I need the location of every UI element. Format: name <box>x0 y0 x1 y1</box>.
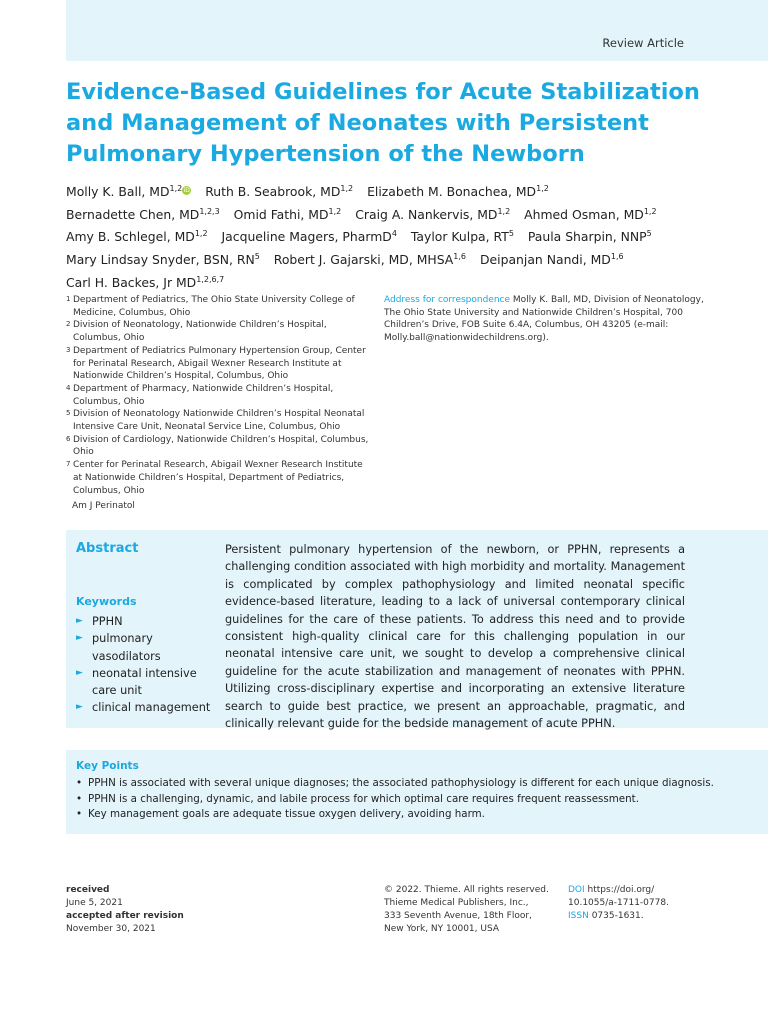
author-name <box>274 252 466 267</box>
author-name-text: Bernadette Chen, MD <box>66 206 200 222</box>
author-name <box>411 229 514 244</box>
article-type: Review Article <box>602 36 684 50</box>
author-name <box>66 275 224 290</box>
key-point-item <box>76 807 756 823</box>
author-name <box>222 229 397 244</box>
copyright-line: © 2022. Thieme. All rights reserved. <box>384 885 549 895</box>
affiliation-number: 1 <box>66 295 71 303</box>
correspondence <box>384 294 704 345</box>
author-name-text: Carl H. Backes, Jr MD <box>66 274 197 290</box>
doi-link[interactable]: https://doi.org/ 10.1055/a-1711-0778. <box>568 885 669 908</box>
key-point-text: PPHN is associated with several unique diagnoses; the associated pathophysiology is different for each unique diagnosis. <box>88 777 714 789</box>
keyword-item <box>76 665 216 700</box>
author-affiliation-marker: 1,2 <box>643 206 657 216</box>
accepted-date: November 30, 2021 <box>66 924 156 934</box>
affiliation-item <box>66 459 371 497</box>
author-name <box>66 252 260 267</box>
accepted-label: accepted after revision <box>66 911 184 921</box>
author-name <box>524 207 656 222</box>
key-points-heading: Key Points <box>76 760 139 772</box>
affiliation-item <box>66 294 371 319</box>
author-name-text: Taylor Kulpa, RT <box>410 229 509 245</box>
author-name-text: Ruth B. Seabrook, MD <box>205 184 341 200</box>
affiliation-number: 5 <box>66 409 71 418</box>
abstract-text: Persistent pulmonary hypertension of the newborn, or PPHN, represents a challenging condition associated with high morbidity and mortality. Management is complicated by complex pathophysiology and limited neonatal specific evidence-based literature, leading to a lack of universal contemporary clinical guidelines for the care of these patients. To address this need and to provide consistent high-quality clinical care for this challenging population in our neonatal intensive care unit, we sought to develop a comprehensive clinical guideline for the acute stabilization and management of neonates with PPHN. Utilizing cross-disciplinary expertise and incorporating an extensive literature search to guide best practice, we present an approachable, pragmatic, and clinically relevant guide for the bedside management of acute PPHN. <box>225 543 685 731</box>
key-point-text: PPHN is a challenging, dynamic, and labile process for which optimal care requires frequent reassessment. <box>88 792 639 805</box>
affiliation-text: Department of Pharmacy, Nationwide Children’s Hospital, Columbus, Ohio <box>73 383 334 407</box>
keyword-text: PPHN <box>92 615 123 628</box>
affiliations <box>66 294 371 497</box>
arrow-bullet-icon: ► <box>76 667 83 678</box>
author-name-text: Robert J. Gajarski, MD, MHSA <box>273 252 454 267</box>
doi-info <box>568 884 688 923</box>
author-affiliation-marker: 1,2 <box>194 229 208 239</box>
affiliation-number: 7 <box>66 460 71 469</box>
affiliation-text: Division of Cardiology, Nationwide Children’s Hospital, Columbus, Ohio <box>73 434 369 458</box>
keyword-item <box>76 630 216 665</box>
author-name-text: Omid Fathi, MD <box>233 206 329 222</box>
keyword-text: neonatal intensive care unit <box>92 666 197 698</box>
affiliation-item <box>66 408 371 433</box>
key-points-list <box>76 776 756 823</box>
affiliation-number: 4 <box>66 383 71 392</box>
key-point-item <box>76 792 756 808</box>
author-affiliation-marker: 1,2,6,7 <box>196 274 225 284</box>
author-name <box>205 184 353 199</box>
key-point-text: Key management goals are adequate tissue oxygen delivery, avoiding harm. <box>88 808 485 820</box>
keyword-item <box>76 613 216 630</box>
abstract-panel <box>66 530 768 731</box>
author-affiliation-marker: 1,2 <box>536 184 549 193</box>
author-name <box>66 184 191 199</box>
arrow-bullet-icon: ► <box>76 616 83 626</box>
author-name <box>234 207 342 222</box>
bullet-icon: • <box>76 808 83 820</box>
author-affiliation-marker: 1,2,3 <box>199 206 220 216</box>
affiliation-text: Department of Pediatrics Pulmonary Hypertension Group, Center for Perinatal Research, Abigail Wexner Research Institute at Nationwide Children’s Hospital, Columbus, Ohio <box>73 345 366 382</box>
author-name-text: Amy B. Schlegel, MD <box>66 229 195 245</box>
keywords-list <box>76 613 216 717</box>
keywords-heading: Keywords <box>76 595 137 608</box>
author-name-text: Mary Lindsay Snyder, BSN, RN <box>66 252 255 267</box>
author-name-text: Craig A. Nankervis, MD <box>355 206 498 222</box>
abstract-heading: Abstract <box>76 541 139 556</box>
affiliation-item <box>66 434 371 459</box>
article-dates <box>66 884 184 936</box>
correspondence-text: Molly K. Ball, MD, Division of Neonatology, The Ohio State University and Nationwide Children’s Hospital, 700 Children’s Drive, FOB Suite 6.4A, Columbus, OH 43205 (e-mail: Molly.ball@nationwidechildrens.org). <box>384 295 704 344</box>
doi-label: DOI <box>568 885 585 895</box>
affiliation-number: 6 <box>66 434 71 443</box>
author-name-text: Deipanjan Nandi, MD <box>479 252 611 267</box>
correspondence-label: Address for correspondence <box>384 295 511 305</box>
author-name <box>66 207 220 222</box>
affiliation-text: Department of Pediatrics, The Ohio State University College of Medicine, Columbus, Ohio <box>73 295 355 318</box>
author-name-text: Molly K. Ball, MD <box>66 184 170 200</box>
author-name <box>528 229 652 244</box>
author-name-text: Paula Sharpin, NNP <box>527 229 647 245</box>
author-affiliation-marker: 5 <box>646 229 652 239</box>
received-label: received <box>66 885 110 895</box>
arrow-bullet-icon: ► <box>76 633 83 644</box>
keyword-text: clinical management <box>92 701 211 715</box>
author-name <box>66 229 208 244</box>
author-name-text: Jacqueline Magers, PharmD <box>221 229 392 245</box>
key-points-panel <box>66 750 768 834</box>
author-affiliation-marker: 5 <box>254 251 260 261</box>
arrow-bullet-icon: ► <box>76 702 83 713</box>
publisher-line: Thieme Medical Publishers, Inc., <box>384 898 529 908</box>
affiliation-number: 2 <box>66 320 71 329</box>
received-date: June 5, 2021 <box>66 898 123 908</box>
affiliation-item <box>66 383 371 408</box>
author-name <box>367 184 549 199</box>
author-list <box>66 179 726 292</box>
author-name-text: Elizabeth M. Bonachea, MD <box>367 184 537 200</box>
author-affiliation-marker: 1,2 <box>328 206 342 216</box>
header-band <box>66 0 768 61</box>
author-affiliation-marker: 1,2 <box>340 184 354 193</box>
address-line-1: 333 Seventh Avenue, 18th Floor, <box>384 911 532 921</box>
orcid-icon[interactable]: iD <box>183 187 190 195</box>
journal-name: Am J Perinatol <box>72 501 135 511</box>
keyword-text: pulmonary vasodilators <box>92 632 161 663</box>
author-name-text: Ahmed Osman, MD <box>524 206 644 222</box>
author-affiliation-marker: 4 <box>391 229 397 239</box>
key-point-item <box>76 776 756 792</box>
author-affiliation-marker: 1,2 <box>169 184 183 193</box>
affiliation-item <box>66 345 371 383</box>
author-affiliation-marker: 1,6 <box>453 251 467 261</box>
author-affiliation-marker: 1,2 <box>497 206 511 216</box>
keyword-item <box>76 699 216 716</box>
affiliation-text: Center for Perinatal Research, Abigail Wexner Research Institute at Nationwide Children’s Hospital, Department of Pediatrics, Columbus, Ohio <box>73 460 363 496</box>
affiliation-text: Division of Neonatology Nationwide Children’s Hospital Neonatal Intensive Care Unit, Neonatal Service Line, Columbus, Ohio <box>73 409 365 433</box>
issn-label: ISSN <box>568 911 589 921</box>
address-line-2: New York, NY 10001, USA <box>384 924 500 934</box>
author-affiliation-marker: 1,6 <box>610 251 624 261</box>
issn-value: 0735-1631. <box>591 911 644 921</box>
bullet-icon: • <box>76 777 83 789</box>
affiliation-number: 3 <box>66 345 71 354</box>
affiliation-item <box>66 319 371 344</box>
affiliation-text: Division of Neonatology, Nationwide Children’s Hospital, Columbus, Ohio <box>73 320 327 344</box>
author-affiliation-marker: 5 <box>508 229 514 239</box>
article-title: Evidence-Based Guidelines for Acute Stabilization and Management of Neonates with Persistent Pulmonary Hypertension of the Newborn <box>66 79 700 167</box>
bullet-icon: • <box>76 792 83 805</box>
author-name <box>355 207 510 222</box>
publisher-info <box>384 884 549 936</box>
author-name <box>480 252 624 267</box>
